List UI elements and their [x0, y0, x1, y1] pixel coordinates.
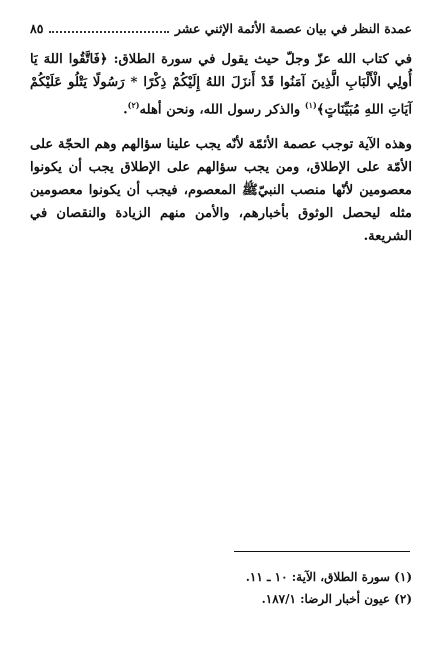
header-title: عمدة النظر في بيان عصمة الأئمة الإثني عشر: [174, 20, 412, 36]
footnote-ref-1: (١): [304, 100, 317, 110]
footnote-2: (٢) عيون أخبار الرضا: ١٨٧/١.: [261, 592, 412, 606]
page-number: ٨٥: [30, 20, 44, 36]
footnotes: [30, 566, 412, 610]
paragraph-1-text: والذكر رسول الله، ونحن أهله: [139, 102, 305, 118]
quran-verse: ﴿فَاتَّقُوا اللهَ يَا أُولِي الْأَلْبَابِ الَّذِينَ آمَنُوا قَدْ أَنزَلَ اللهُ إِلَيْكُمْ ذِكْرًا * رَسُولًا يَتْلُو عَلَيْكُمْ آيَاتِ اللهِ مُبَيِّنَاتٍ﴾: [30, 52, 412, 118]
footnote-separator: [234, 551, 410, 552]
paragraph-1: [30, 48, 412, 121]
paragraph-1-end: .: [123, 102, 128, 118]
footnote-ref-2: (٢): [127, 100, 140, 110]
paragraph-2: وهذه الآية توجب عصمة الأئمّة لأنّه يجب علينا سؤالهم وهم الحجّة على الأمّة على الإطلاق، ومن يجب سؤالهم على الإطلاق يجب أن يكونوا معصومين لأنّها منصب النبيّﷺ المعصوم، فيجب أن يكونوا معصومين مثله ليحصل الوثوق بأخبارهم، والأمن منهم الزيادة والنقصان في الشريعة.: [30, 137, 412, 245]
main-text: [30, 48, 412, 248]
footnote-1: (١) سورة الطلاق، الآية: ١٠ ـ ١١.: [245, 570, 412, 584]
running-header: [30, 18, 412, 38]
header-leader-dots: [49, 23, 168, 33]
paragraph-1-intro: في كتاب الله عزّ وجلّ حيث يقول في سورة الطلاق:: [107, 52, 413, 67]
